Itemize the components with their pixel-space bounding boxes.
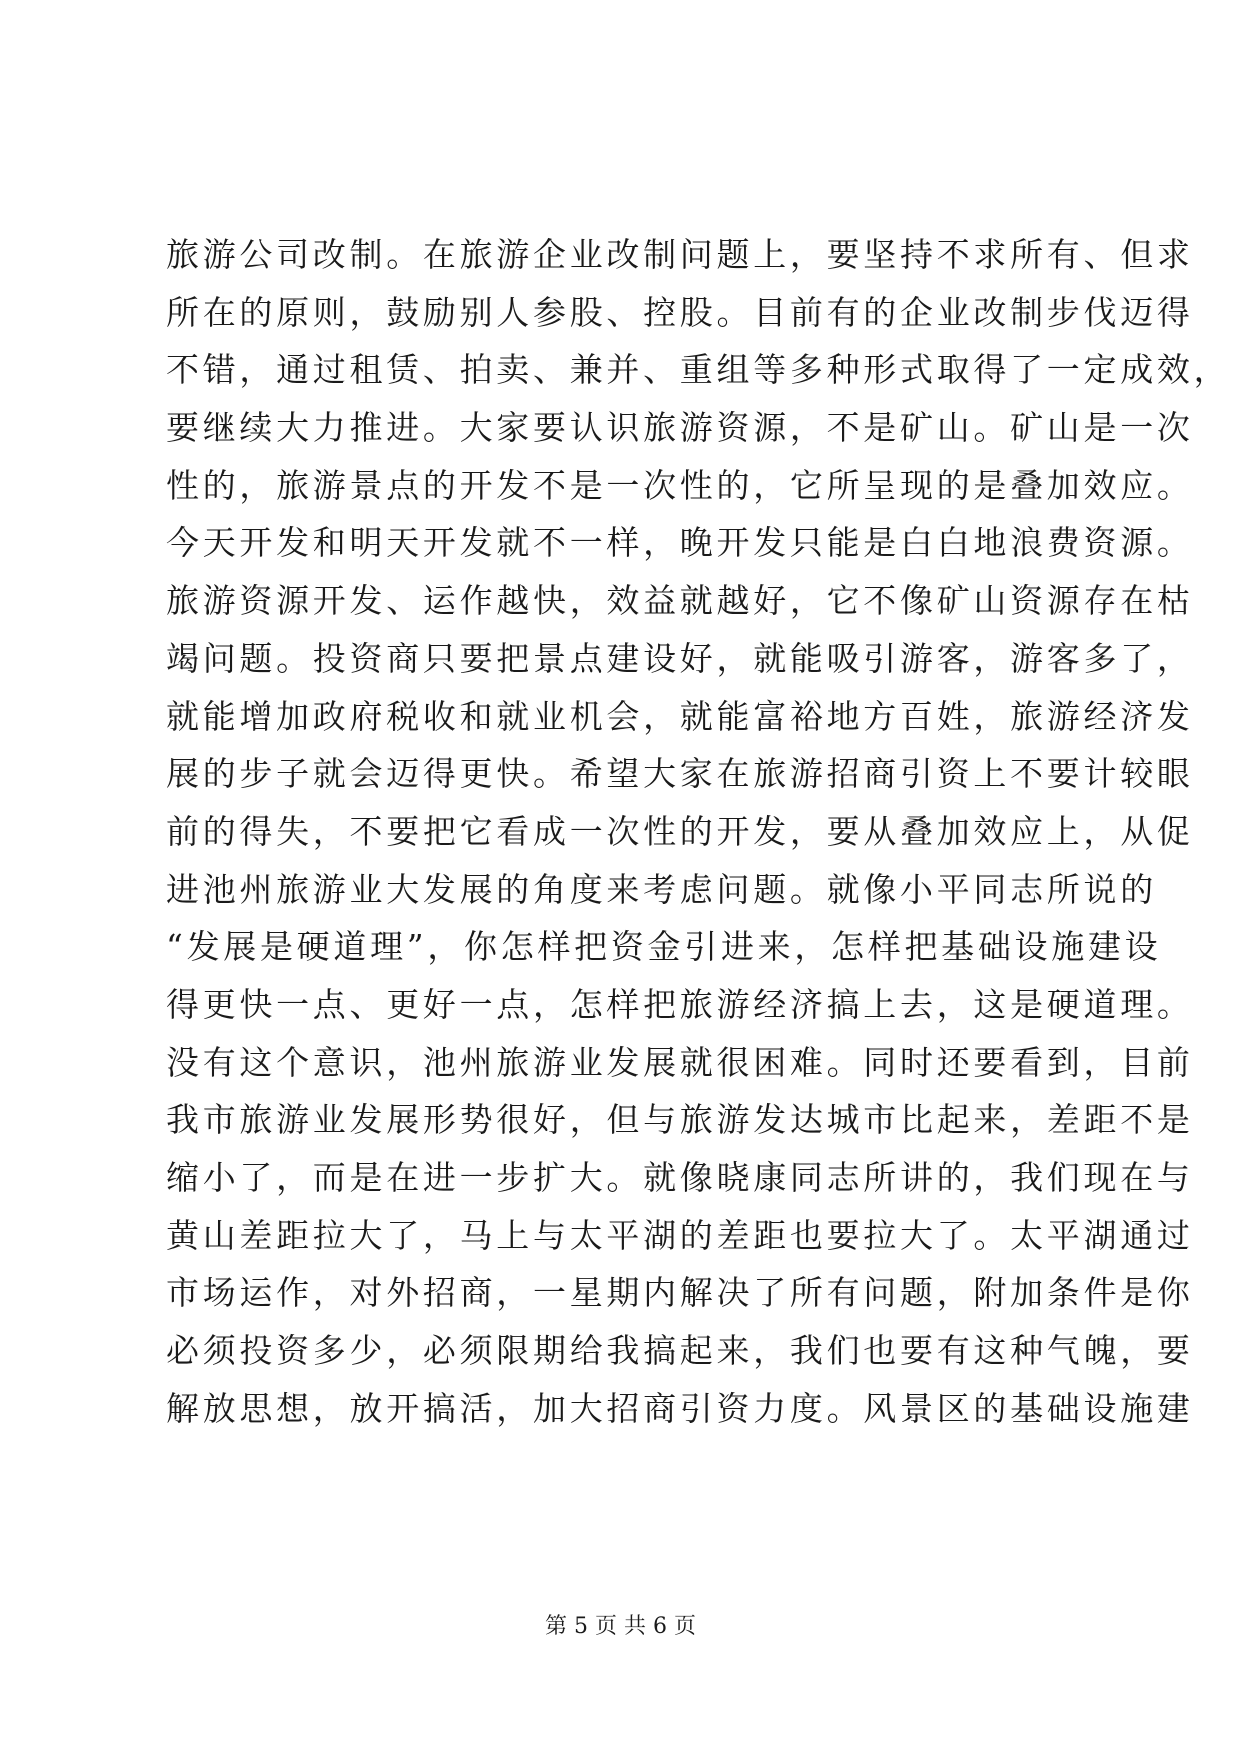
text-line: “发展是硬道理”，你怎样把资金引进来，怎样把基础设施建设 bbox=[166, 927, 1162, 967]
text-line: 性的，旅游景点的开发不是一次性的，它所呈现的是叠加效应。 bbox=[166, 465, 1194, 505]
text-line: 必须投资多少，必须限期给我搞起来，我们也要有这种气魄，要 bbox=[166, 1331, 1194, 1371]
text-line: 要继续大力推进。大家要认识旅游资源，不是矿山。矿山是一次 bbox=[166, 408, 1194, 448]
text-line: 旅游公司改制。在旅游企业改制问题上，要坚持不求所有、但求 bbox=[166, 235, 1194, 274]
text-line: 今天开发和明天开发就不一样，晚开发只能是白白地浪费资源。 bbox=[166, 523, 1194, 563]
text-line: 展的步子就会迈得更快。希望大家在旅游招商引资上不要计较眼 bbox=[166, 754, 1194, 794]
text-line: 进池州旅游业大发展的角度来考虑问题。就像小平同志所说的 bbox=[166, 869, 1157, 909]
text-line: 不错，通过租赁、拍卖、兼并、重组等多种形式取得了一定成效， bbox=[166, 350, 1231, 390]
text-line: 竭问题。投资商只要把景点建设好，就能吸引游客，游客多了， bbox=[166, 638, 1194, 678]
page-footer bbox=[0, 1612, 1241, 1642]
page-number: 第 5 页 共 6 页 bbox=[545, 1614, 696, 1639]
text-line: 所在的原则，鼓励别人参股、控股。目前有的企业改制步伐迈得 bbox=[166, 292, 1194, 332]
text-line: 旅游资源开发、运作越快，效益就越好，它不像矿山资源存在枯 bbox=[166, 581, 1194, 621]
body-text bbox=[166, 226, 1231, 1437]
text-line: 缩小了，而是在进一步扩大。就像晓康同志所讲的，我们现在与 bbox=[166, 1158, 1194, 1197]
text-line: 黄山差距拉大了，马上与太平湖的差距也要拉大了。太平湖通过 bbox=[166, 1215, 1194, 1255]
text-line: 市场运作，对外招商，一星期内解决了所有问题，附加条件是你 bbox=[166, 1273, 1194, 1313]
text-line: 我市旅游业发展形势很好，但与旅游发达城市比起来，差距不是 bbox=[166, 1100, 1194, 1140]
text-line: 就能增加政府税收和就业机会，就能富裕地方百姓，旅游经济发 bbox=[166, 696, 1194, 736]
text-line: 没有这个意识，池州旅游业发展就很困难。同时还要看到，目前 bbox=[166, 1042, 1194, 1082]
text-line: 解放思想，放开搞活，加大招商引资力度。风景区的基础设施建 bbox=[166, 1388, 1194, 1428]
text-line: 前的得失，不要把它看成一次性的开发，要从叠加效应上，从促 bbox=[166, 811, 1194, 851]
text-line: 得更快一点、更好一点，怎样把旅游经济搞上去，这是硬道理。 bbox=[166, 984, 1194, 1024]
